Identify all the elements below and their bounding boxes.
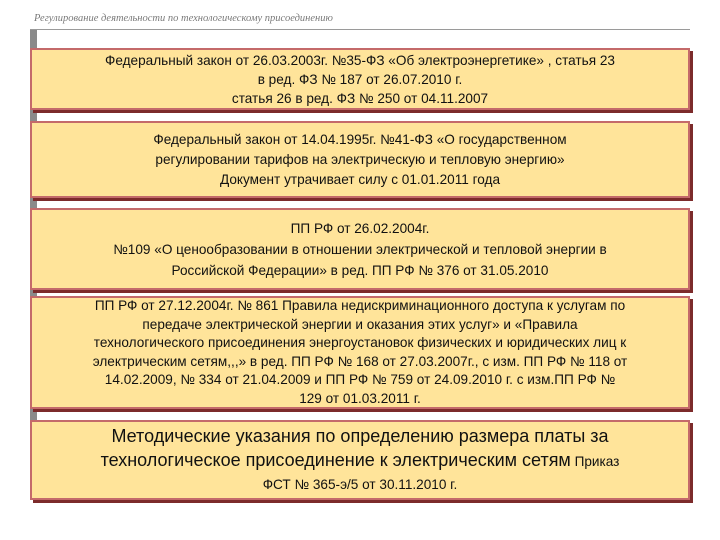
box-line: Методические указания по определению размера платы за	[111, 426, 609, 446]
box-line: 14.02.2009, № 334 от 21.04.2009 и ПП РФ № 759 от 24.09.2010 г. с изм.ПП РФ №	[104, 372, 616, 387]
box-line-main: технологическое присоединение к электрическим сетям	[100, 450, 571, 470]
box-line: Федеральный закон от 14.04.1995г. №41-ФЗ «О государственном	[153, 131, 567, 147]
box-line: 129 от 01.03.2011 г.	[299, 390, 421, 406]
decree-box-access-rules	[30, 296, 690, 409]
box-line-tail: Приказ	[570, 454, 620, 469]
box-line: Российской Федерации» в ред. ПП РФ № 376 от 31.05.2010	[171, 262, 549, 278]
guidelines-box-connection-fee	[30, 420, 690, 500]
law-box-tariff-regulation	[30, 121, 690, 198]
box-line: ПП РФ от 27.12.2004г. № 861 Правила недискриминационного доступа к услугам по	[94, 298, 626, 313]
box-line: Документ утрачивает силу с 01.01.2011 года	[219, 171, 501, 187]
law-box-electroenergetics	[30, 48, 690, 110]
box-line: регулировании тарифов на электрическую и тепловую энергию»	[155, 151, 565, 167]
box-line: передаче электрической энергии и оказания этих услуг» и «Правила	[142, 316, 578, 332]
box-line: №109 «О ценообразовании в отношении электрической и тепловой энергии в	[113, 241, 607, 257]
box-line: ПП РФ от 26.02.2004г.	[290, 220, 430, 236]
slide-header: Регулирование деятельности по технологическому присоединению	[34, 13, 333, 24]
box-line: технологического присоединения энергоустановок физических и юридических лиц к	[93, 335, 627, 350]
box-line: ФСТ № 365-э/5 от 30.11.2010 г.	[262, 477, 458, 492]
box-line: Федеральный закон от 26.03.2003г. №35-ФЗ «Об электроэнергетике» , статья 23	[105, 53, 615, 68]
box-line: электрическим сетям,,,» в ред. ПП РФ № 168 от 27.03.2007г., с изм. ПП РФ № 118 от	[92, 353, 628, 369]
box-line: в ред. ФЗ № 187 от 26.07.2010 г.	[257, 72, 463, 87]
decree-box-pricing	[30, 208, 690, 290]
box-line	[101, 448, 620, 474]
header-divider	[30, 29, 690, 30]
box-line: статья 26 в ред. ФЗ № 250 от 04.11.2007	[231, 91, 489, 106]
